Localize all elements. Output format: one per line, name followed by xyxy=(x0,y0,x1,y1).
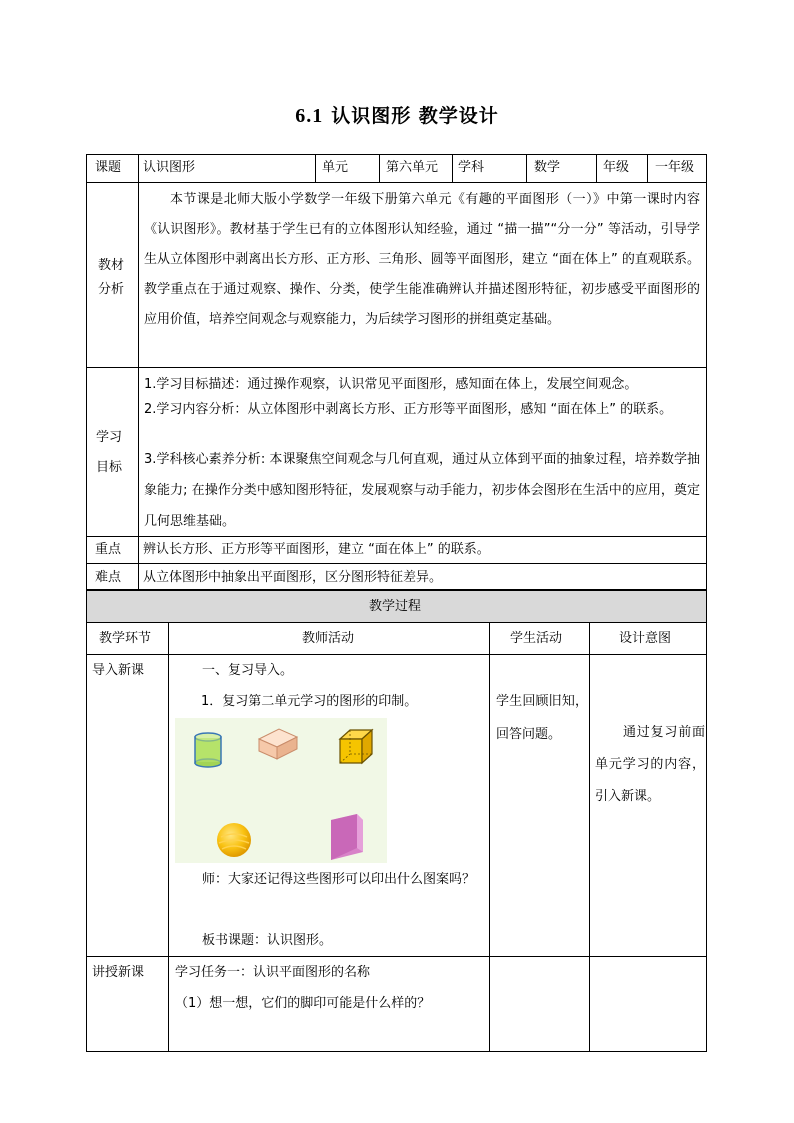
row-2-stage: 讲授新课 xyxy=(92,965,145,980)
subject-value: 数学 xyxy=(534,160,561,175)
page-title xyxy=(0,101,794,128)
row-1-teacher-3: 师：大家还记得这些图形可以印出什么图案吗？ xyxy=(202,872,476,887)
key-point-text: 辨认长方形、正方形等平面图形，建立 “面在体上” 的联系。 xyxy=(143,542,490,557)
unit-label: 单元 xyxy=(322,160,349,175)
difficulty-text: 从立体图形中抽象出平面图形，区分图形特征差异。 xyxy=(143,570,443,585)
course-value: 认识图形 xyxy=(143,160,196,175)
triangular-prism-icon xyxy=(327,812,367,862)
cuboid-icon xyxy=(255,727,301,761)
col-student: 学生活动 xyxy=(510,631,563,646)
grade-value: 一年级 xyxy=(655,160,695,175)
goals-label-1: 学习 xyxy=(96,430,123,445)
goals-item-2: 2.学习内容分析：从立体图形中剥离长方形、正方形等平面图形，感知 “面在体上” 的联系。 xyxy=(144,402,673,417)
col-stage: 教学环节 xyxy=(99,631,152,646)
course-label: 课题 xyxy=(95,160,122,175)
analysis-text: 本节课是北师大版小学数学一年级下册第六单元《有趣的平面图形（一）》中第一课时内容《认识图形》。教材基于学生已有的立体图形认知经验，通过 “描一描”“分一分” 等活动，引导学生从立体图形中剥离出长方形、正方形、三角形、圆等平面图形，建立 “面在体上” 的直观联系。教学重点在于通过观察、操作、分类，使学生能准确辨认并描述图形特征，初步感受平面图形的应用价值，培养空间观念与观察能力，为后续学习图形的拼组奠定基础。 xyxy=(144,192,700,327)
goals-item-3: 3.学科核心素养分析: 本课聚焦空间观念与几何直观，通过从立体到平面的抽象过程，培养数学抽象能力; 在操作分类中感知图形特征，发展观察与动手能力，初步体会图形在生活中的应用，奠定几何思维基础。 xyxy=(144,452,700,529)
row-1-teacher-4: 板书课题：认识图形。 xyxy=(202,933,333,948)
col-teacher: 教师活动 xyxy=(302,631,355,646)
grade-label: 年级 xyxy=(603,160,630,175)
goals-label-2: 目标 xyxy=(96,460,123,475)
cylinder-icon xyxy=(193,731,223,769)
title-text: 认识图形 教学设计 xyxy=(331,105,499,127)
cube-icon xyxy=(336,727,376,767)
row-2-teacher-1: 学习任务一：认识平面图形的名称 xyxy=(175,965,371,980)
goals-item-1: 1.学习目标描述：通过操作观察，认识常见平面图形，感知面在体上，发展空间观念。 xyxy=(144,377,638,392)
difficulty-label: 难点 xyxy=(95,570,122,585)
row-1-teacher-2: 1．复习第二单元学习的图形的印制。 xyxy=(201,694,418,709)
title-number: 6.1 xyxy=(295,105,324,127)
row-1-stage: 导入新课 xyxy=(92,663,145,678)
row-1-intent: 通过复习前面单元学习的内容，引入新课。 xyxy=(595,725,705,804)
process-header: 教学过程 xyxy=(369,599,422,614)
unit-value: 第六单元 xyxy=(386,160,439,175)
row-1-teacher-1: 一、复习导入。 xyxy=(202,663,294,678)
row-2-teacher-2: （1）想一想，它们的脚印可能是什么样的？ xyxy=(175,996,431,1011)
sphere-icon xyxy=(215,821,253,859)
col-intent: 设计意图 xyxy=(619,631,672,646)
subject-label: 学科 xyxy=(458,160,485,175)
key-point-label: 重点 xyxy=(95,542,122,557)
row-1-student: 学生回顾旧知，回答问题。 xyxy=(496,694,588,742)
solid-shapes-image xyxy=(175,718,387,863)
analysis-label-2: 分析 xyxy=(98,282,125,297)
analysis-label-1: 教材 xyxy=(98,258,125,273)
